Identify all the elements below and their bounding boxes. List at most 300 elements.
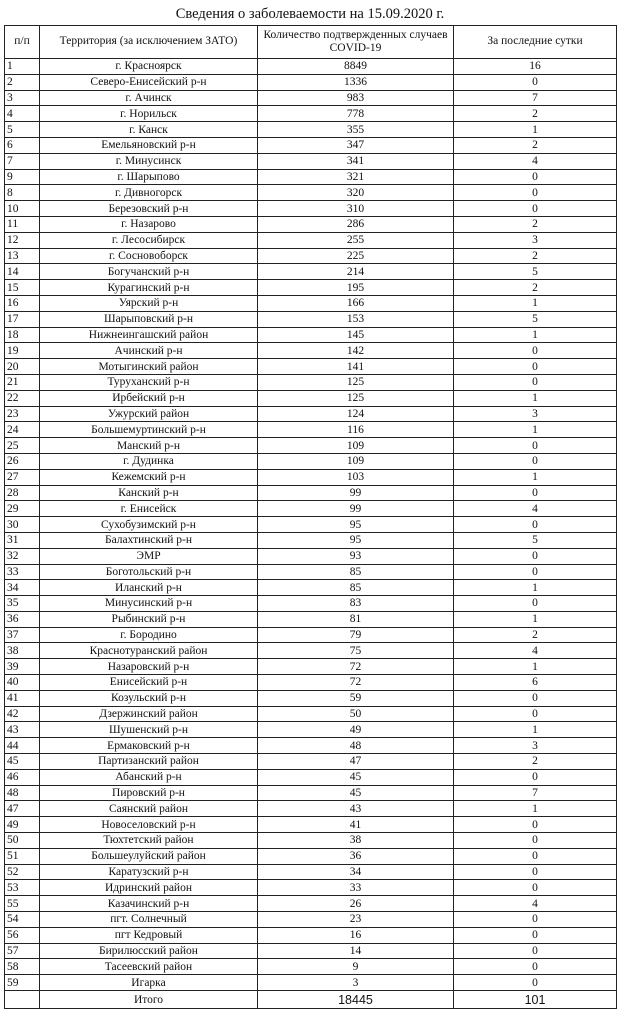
last-day-count: 3 xyxy=(454,738,617,754)
last-day-count: 1 xyxy=(454,390,617,406)
table-row xyxy=(5,295,617,311)
territory-name: г. Енисейск xyxy=(40,501,258,517)
row-number: 29 xyxy=(5,501,40,517)
row-number: 26 xyxy=(5,453,40,469)
last-day-count: 0 xyxy=(454,517,617,533)
last-day-count: 0 xyxy=(454,169,617,185)
table-row xyxy=(5,106,617,122)
document-title: Сведения о заболеваемости на 15.09.2020 г. xyxy=(175,6,445,22)
territory-name: Козульский р-н xyxy=(40,690,258,706)
last-day-count: 1 xyxy=(454,422,617,438)
table-row xyxy=(5,406,617,422)
row-number: 54 xyxy=(5,912,40,928)
table-row xyxy=(5,643,617,659)
last-day-count: 0 xyxy=(454,817,617,833)
cases-count: 81 xyxy=(258,611,454,627)
table-body xyxy=(5,59,617,991)
table-row xyxy=(5,169,617,185)
row-number: 28 xyxy=(5,485,40,501)
total-last-day: 101 xyxy=(454,991,617,1009)
table-row xyxy=(5,754,617,770)
row-number: 57 xyxy=(5,943,40,959)
table-row xyxy=(5,422,617,438)
cases-count: 141 xyxy=(258,359,454,375)
last-day-count: 0 xyxy=(454,864,617,880)
territory-name: г. Шарыпово xyxy=(40,169,258,185)
row-number: 42 xyxy=(5,706,40,722)
cases-count: 255 xyxy=(258,232,454,248)
last-day-count: 0 xyxy=(454,848,617,864)
territory-name: Идринский район xyxy=(40,880,258,896)
territory-name: пгт Кедровый xyxy=(40,927,258,943)
last-day-count: 0 xyxy=(454,943,617,959)
last-day-count: 0 xyxy=(454,438,617,454)
table-row xyxy=(5,485,617,501)
last-day-count: 1 xyxy=(454,722,617,738)
territory-name: Краснотуранский район xyxy=(40,643,258,659)
row-number: 1 xyxy=(5,59,40,75)
territory-name: Ачинский р-н xyxy=(40,343,258,359)
row-number: 55 xyxy=(5,896,40,912)
last-day-count: 0 xyxy=(454,975,617,991)
table-row xyxy=(5,137,617,153)
territory-name: Боготольский р-н xyxy=(40,564,258,580)
territory-name: пгт. Солнечный xyxy=(40,912,258,928)
last-day-count: 0 xyxy=(454,706,617,722)
table-row xyxy=(5,374,617,390)
table-row xyxy=(5,248,617,264)
cases-count: 99 xyxy=(258,485,454,501)
cases-count: 43 xyxy=(258,801,454,817)
row-number: 58 xyxy=(5,959,40,975)
cases-count: 33 xyxy=(258,880,454,896)
territory-name: Партизанский район xyxy=(40,754,258,770)
cases-count: 321 xyxy=(258,169,454,185)
last-day-count: 0 xyxy=(454,185,617,201)
last-day-count: 5 xyxy=(454,264,617,280)
total-num-cell xyxy=(5,991,40,1009)
header-last-day: За последние сутки xyxy=(454,26,617,59)
row-number: 47 xyxy=(5,801,40,817)
table-row xyxy=(5,896,617,912)
row-number: 14 xyxy=(5,264,40,280)
last-day-count: 0 xyxy=(454,343,617,359)
last-day-count: 0 xyxy=(454,959,617,975)
row-number: 36 xyxy=(5,611,40,627)
territory-name: г. Дивногорск xyxy=(40,185,258,201)
territory-name: ЭМР xyxy=(40,548,258,564)
table-row xyxy=(5,880,617,896)
table-row xyxy=(5,959,617,975)
row-number: 6 xyxy=(5,137,40,153)
territory-name: Саянский район xyxy=(40,801,258,817)
territory-name: Большеулуйский район xyxy=(40,848,258,864)
last-day-count: 1 xyxy=(454,295,617,311)
last-day-count: 0 xyxy=(454,453,617,469)
territory-name: Северо-Енисейский р-н xyxy=(40,74,258,90)
table-row xyxy=(5,833,617,849)
row-number: 4 xyxy=(5,106,40,122)
cases-count: 3 xyxy=(258,975,454,991)
cases-count: 85 xyxy=(258,564,454,580)
territory-name: Богучанский р-н xyxy=(40,264,258,280)
last-day-count: 16 xyxy=(454,59,617,75)
territory-name: Шушенский р-н xyxy=(40,722,258,738)
last-day-count: 0 xyxy=(454,833,617,849)
row-number: 16 xyxy=(5,295,40,311)
territory-name: г. Красноярск xyxy=(40,59,258,75)
table-row xyxy=(5,216,617,232)
cases-count: 109 xyxy=(258,438,454,454)
territory-name: Иланский р-н xyxy=(40,580,258,596)
row-number: 20 xyxy=(5,359,40,375)
row-number: 23 xyxy=(5,406,40,422)
territory-name: г. Бородино xyxy=(40,627,258,643)
territory-name: Рыбинский р-н xyxy=(40,611,258,627)
cases-count: 145 xyxy=(258,327,454,343)
table-row xyxy=(5,659,617,675)
table-row xyxy=(5,122,617,138)
last-day-count: 0 xyxy=(454,201,617,217)
row-number: 19 xyxy=(5,343,40,359)
territory-name: Абанский р-н xyxy=(40,769,258,785)
table-row xyxy=(5,675,617,691)
cases-count: 16 xyxy=(258,927,454,943)
row-number: 18 xyxy=(5,327,40,343)
last-day-count: 2 xyxy=(454,280,617,296)
table-row xyxy=(5,706,617,722)
cases-count: 14 xyxy=(258,943,454,959)
last-day-count: 1 xyxy=(454,469,617,485)
row-number: 38 xyxy=(5,643,40,659)
last-day-count: 0 xyxy=(454,927,617,943)
cases-count: 166 xyxy=(258,295,454,311)
last-day-count: 0 xyxy=(454,769,617,785)
table-row xyxy=(5,153,617,169)
table-row xyxy=(5,201,617,217)
cases-count: 142 xyxy=(258,343,454,359)
cases-count: 49 xyxy=(258,722,454,738)
row-number: 25 xyxy=(5,438,40,454)
row-number: 56 xyxy=(5,927,40,943)
row-number: 53 xyxy=(5,880,40,896)
cases-count: 79 xyxy=(258,627,454,643)
territory-name: Енисейский р-н xyxy=(40,675,258,691)
table-row xyxy=(5,943,617,959)
row-number: 13 xyxy=(5,248,40,264)
table-row xyxy=(5,327,617,343)
row-number: 39 xyxy=(5,659,40,675)
last-day-count: 1 xyxy=(454,580,617,596)
last-day-count: 4 xyxy=(454,153,617,169)
table-row xyxy=(5,232,617,248)
cases-count: 983 xyxy=(258,90,454,106)
cases-count: 38 xyxy=(258,833,454,849)
territory-name: Березовский р-н xyxy=(40,201,258,217)
last-day-count: 0 xyxy=(454,912,617,928)
table-header-row xyxy=(5,26,617,59)
cases-count: 109 xyxy=(258,453,454,469)
cases-count: 310 xyxy=(258,201,454,217)
last-day-count: 3 xyxy=(454,406,617,422)
table-row xyxy=(5,359,617,375)
cases-count: 225 xyxy=(258,248,454,264)
cases-count: 47 xyxy=(258,754,454,770)
table-row xyxy=(5,311,617,327)
table-row xyxy=(5,74,617,90)
last-day-count: 7 xyxy=(454,785,617,801)
row-number: 45 xyxy=(5,754,40,770)
cases-count: 50 xyxy=(258,706,454,722)
table-row xyxy=(5,975,617,991)
last-day-count: 6 xyxy=(454,675,617,691)
cases-count: 214 xyxy=(258,264,454,280)
cases-count: 48 xyxy=(258,738,454,754)
row-number: 15 xyxy=(5,280,40,296)
row-number: 11 xyxy=(5,216,40,232)
table-row xyxy=(5,817,617,833)
last-day-count: 0 xyxy=(454,359,617,375)
table-row xyxy=(5,548,617,564)
row-number: 17 xyxy=(5,311,40,327)
territory-name: г. Дудинка xyxy=(40,453,258,469)
cases-count: 1336 xyxy=(258,74,454,90)
cases-count: 95 xyxy=(258,532,454,548)
header-territory: Территория (за исключением ЗАТО) xyxy=(40,26,258,59)
row-number: 12 xyxy=(5,232,40,248)
cases-count: 347 xyxy=(258,137,454,153)
table-row xyxy=(5,90,617,106)
header-num: п/п xyxy=(5,26,40,59)
table-row xyxy=(5,501,617,517)
territory-name: Курагинский р-н xyxy=(40,280,258,296)
territory-name: Канский р-н xyxy=(40,485,258,501)
row-number: 10 xyxy=(5,201,40,217)
last-day-count: 0 xyxy=(454,596,617,612)
row-number: 3 xyxy=(5,90,40,106)
row-number: 59 xyxy=(5,975,40,991)
territory-name: Назаровский р-н xyxy=(40,659,258,675)
cases-count: 103 xyxy=(258,469,454,485)
last-day-count: 5 xyxy=(454,311,617,327)
territory-name: г. Минусинск xyxy=(40,153,258,169)
table-row xyxy=(5,59,617,75)
row-number: 9 xyxy=(5,169,40,185)
row-number: 27 xyxy=(5,469,40,485)
table-row xyxy=(5,690,617,706)
cases-count: 34 xyxy=(258,864,454,880)
row-number: 52 xyxy=(5,864,40,880)
territory-name: Кежемский р-н xyxy=(40,469,258,485)
last-day-count: 2 xyxy=(454,627,617,643)
territory-name: Новоселовский р-н xyxy=(40,817,258,833)
row-number: 24 xyxy=(5,422,40,438)
territory-name: Ирбейский р-н xyxy=(40,390,258,406)
territory-name: г. Сосновоборск xyxy=(40,248,258,264)
table-row xyxy=(5,848,617,864)
table-row xyxy=(5,627,617,643)
cases-count: 83 xyxy=(258,596,454,612)
row-number: 34 xyxy=(5,580,40,596)
row-number: 21 xyxy=(5,374,40,390)
cases-count: 153 xyxy=(258,311,454,327)
row-number: 48 xyxy=(5,785,40,801)
cases-count: 23 xyxy=(258,912,454,928)
last-day-count: 4 xyxy=(454,501,617,517)
table-row xyxy=(5,927,617,943)
table-row xyxy=(5,390,617,406)
territory-name: Ужурский район xyxy=(40,406,258,422)
table-row xyxy=(5,722,617,738)
territory-name: Минусинский р-н xyxy=(40,596,258,612)
table-row xyxy=(5,564,617,580)
row-number: 43 xyxy=(5,722,40,738)
table-row xyxy=(5,769,617,785)
table-row xyxy=(5,469,617,485)
row-number: 31 xyxy=(5,532,40,548)
table-row xyxy=(5,611,617,627)
row-number: 50 xyxy=(5,833,40,849)
covid-cases-table xyxy=(4,25,617,1009)
table-row xyxy=(5,596,617,612)
row-number: 30 xyxy=(5,517,40,533)
cases-count: 286 xyxy=(258,216,454,232)
cases-count: 93 xyxy=(258,548,454,564)
territory-name: Ермаковский р-н xyxy=(40,738,258,754)
last-day-count: 0 xyxy=(454,564,617,580)
last-day-count: 7 xyxy=(454,90,617,106)
last-day-count: 2 xyxy=(454,754,617,770)
cases-count: 45 xyxy=(258,785,454,801)
cases-count: 41 xyxy=(258,817,454,833)
territory-name: Мотыгинский район xyxy=(40,359,258,375)
row-number: 32 xyxy=(5,548,40,564)
territory-name: Казачинский р-н xyxy=(40,896,258,912)
total-row xyxy=(5,991,617,1009)
cases-count: 341 xyxy=(258,153,454,169)
last-day-count: 1 xyxy=(454,122,617,138)
table-row xyxy=(5,185,617,201)
row-number: 7 xyxy=(5,153,40,169)
cases-count: 85 xyxy=(258,580,454,596)
cases-count: 355 xyxy=(258,122,454,138)
cases-count: 95 xyxy=(258,517,454,533)
territory-name: г. Норильск xyxy=(40,106,258,122)
header-cases: Количество подтвержденных случаев COVID-19 xyxy=(258,26,454,59)
row-number: 5 xyxy=(5,122,40,138)
territory-name: г. Назарово xyxy=(40,216,258,232)
territory-name: Туруханский р-н xyxy=(40,374,258,390)
table-row xyxy=(5,864,617,880)
last-day-count: 2 xyxy=(454,106,617,122)
table-row xyxy=(5,438,617,454)
territory-name: Тасеевский район xyxy=(40,959,258,975)
cases-count: 36 xyxy=(258,848,454,864)
cases-count: 125 xyxy=(258,374,454,390)
row-number: 35 xyxy=(5,596,40,612)
table-row xyxy=(5,453,617,469)
territory-name: г. Ачинск xyxy=(40,90,258,106)
table-row xyxy=(5,343,617,359)
last-day-count: 3 xyxy=(454,232,617,248)
cases-count: 99 xyxy=(258,501,454,517)
table-row xyxy=(5,517,617,533)
table-row xyxy=(5,738,617,754)
row-number: 8 xyxy=(5,185,40,201)
last-day-count: 1 xyxy=(454,659,617,675)
row-number: 44 xyxy=(5,738,40,754)
last-day-count: 0 xyxy=(454,880,617,896)
table-row xyxy=(5,801,617,817)
table-row xyxy=(5,912,617,928)
last-day-count: 2 xyxy=(454,137,617,153)
total-label: Итого xyxy=(40,991,258,1009)
cases-count: 116 xyxy=(258,422,454,438)
cases-count: 59 xyxy=(258,690,454,706)
row-number: 51 xyxy=(5,848,40,864)
last-day-count: 0 xyxy=(454,690,617,706)
cases-count: 72 xyxy=(258,675,454,691)
last-day-count: 1 xyxy=(454,327,617,343)
cases-count: 75 xyxy=(258,643,454,659)
row-number: 46 xyxy=(5,769,40,785)
cases-count: 124 xyxy=(258,406,454,422)
territory-name: Уярский р-н xyxy=(40,295,258,311)
total-cases: 18445 xyxy=(258,991,454,1009)
table-row xyxy=(5,532,617,548)
last-day-count: 4 xyxy=(454,643,617,659)
territory-name: Манский р-н xyxy=(40,438,258,454)
territory-name: г. Лесосибирск xyxy=(40,232,258,248)
table-row xyxy=(5,280,617,296)
last-day-count: 0 xyxy=(454,485,617,501)
cases-count: 778 xyxy=(258,106,454,122)
last-day-count: 2 xyxy=(454,216,617,232)
last-day-count: 0 xyxy=(454,74,617,90)
cases-count: 125 xyxy=(258,390,454,406)
cases-count: 72 xyxy=(258,659,454,675)
last-day-count: 0 xyxy=(454,548,617,564)
row-number: 49 xyxy=(5,817,40,833)
territory-name: Пировский р-н xyxy=(40,785,258,801)
cases-count: 45 xyxy=(258,769,454,785)
last-day-count: 4 xyxy=(454,896,617,912)
table-row xyxy=(5,264,617,280)
table-row xyxy=(5,580,617,596)
table-row xyxy=(5,785,617,801)
territory-name: Игарка xyxy=(40,975,258,991)
row-number: 2 xyxy=(5,74,40,90)
territory-name: Нижнеингашский район xyxy=(40,327,258,343)
last-day-count: 5 xyxy=(454,532,617,548)
cases-count: 9 xyxy=(258,959,454,975)
territory-name: Шарыповский р-н xyxy=(40,311,258,327)
row-number: 40 xyxy=(5,675,40,691)
last-day-count: 1 xyxy=(454,611,617,627)
territory-name: Большемуртинский р-н xyxy=(40,422,258,438)
last-day-count: 1 xyxy=(454,801,617,817)
row-number: 33 xyxy=(5,564,40,580)
territory-name: Емельяновский р-н xyxy=(40,137,258,153)
cases-count: 320 xyxy=(258,185,454,201)
territory-name: Каратузский р-н xyxy=(40,864,258,880)
territory-name: Тюхтетский район xyxy=(40,833,258,849)
territory-name: Балахтинский р-н xyxy=(40,532,258,548)
territory-name: Дзержинский район xyxy=(40,706,258,722)
row-number: 22 xyxy=(5,390,40,406)
row-number: 37 xyxy=(5,627,40,643)
cases-count: 26 xyxy=(258,896,454,912)
